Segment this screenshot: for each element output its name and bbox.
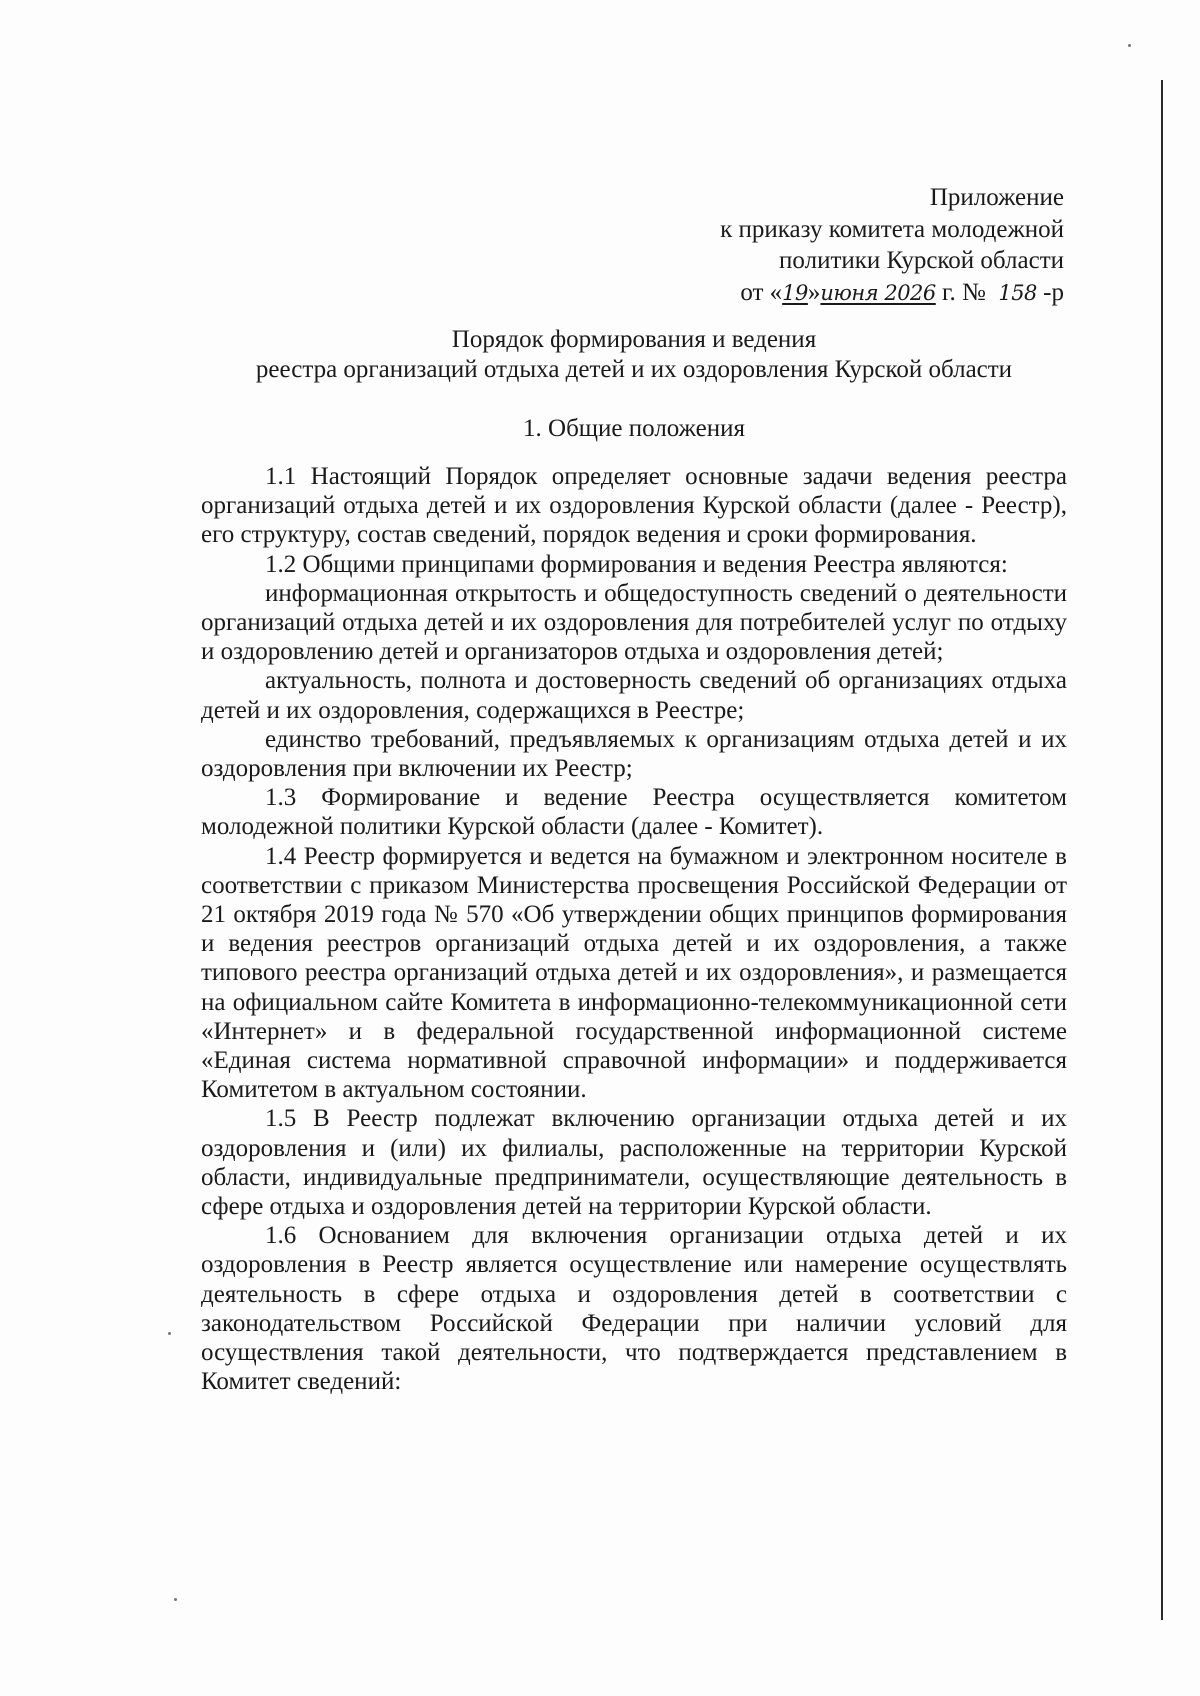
paragraph-1-3: 1.3 Формирование и ведение Реестра осуществляется комитетом молодежной политики Курской области (далее - Комитет).: [201, 784, 1067, 841]
date-mid: »: [807, 278, 821, 306]
document-title-line-1: Порядок формирования и ведения: [451, 326, 817, 353]
paragraph-1-2-item-3: единство требований, предъявляемых к организациям отдыха детей и их оздоровления при включении их Реестр;: [201, 725, 1067, 783]
document-title: [200, 325, 1068, 385]
number-suffix: -р: [1043, 278, 1064, 306]
paragraph-1-1: 1.1 Настоящий Порядок определяет основные задачи ведения реестра организаций отдыха детей и их оздоровления Курской области (далее - Реестр), его структуру, состав сведений, порядок ведения и сроки формирования.: [201, 463, 1067, 549]
paragraph-1-2-item-2: актуальность, полнота и достоверность сведений об организациях отдыха детей и их оздоровления, содержащихся в Реестре;: [201, 667, 1067, 724]
scan-edge-line: [1161, 80, 1163, 1620]
handwritten-month-year: июня 2026: [820, 280, 936, 305]
section-heading: 1. Общие положения: [523, 415, 745, 442]
appendix-committee: политики Курской области: [779, 247, 1064, 274]
paragraph-1-5: 1.5 В Реестр подлежат включению организации отдыха детей и их оздоровления и (или) их филиалы, расположенные на территории Курской области, индивидуальные предприниматели, осуществляющие деятельность в сфере отдыха и оздоровления детей на территории Курской области.: [201, 1105, 1067, 1221]
paragraph-1-4: 1.4 Реестр формируется и ведется на бумажном и электронном носителе в соответствии с приказом Министерства просвещения Российской Федерации от 21 октября 2019 года № 570 «Об утверждении общих принципов формирования и ведения реестров организаций отдыха детей и их оздоровления, а также типового реестра организаций отдыха детей и их оздоровления», и размещается на официальном сайте Комитета в информационно-телекоммуникационной сети «Интернет» и в федеральной государственной информационной системе «Единая система нормативной справочной информации» и поддерживается Комитетом в актуальном состоянии.: [201, 842, 1067, 1104]
appendix-header: [720, 182, 1064, 309]
handwritten-doc-number: 158: [998, 280, 1037, 305]
paragraph-1-2: 1.2 Общими принципами формирования и ведения Реестра являются:: [265, 550, 1008, 578]
handwritten-day: 19: [782, 280, 808, 305]
paragraph-1-2-item-1: информационная открытость и общедоступность сведений о деятельности организаций отдыха детей и их оздоровления для потребителей услуг по отдыху и оздоровлению детей и организаторов отдыха и оздоровления детей;: [201, 579, 1067, 666]
document-body: [201, 462, 1067, 1397]
scan-speck: [1128, 44, 1131, 47]
appendix-title: Приложение: [929, 184, 1064, 211]
appendix-date-line: [720, 277, 1064, 310]
document-title-line-2: реестра организаций отдыха детей и их оздоровления Курской области: [255, 356, 1013, 383]
scan-speck: [174, 1598, 177, 1601]
date-prefix: от «: [740, 278, 783, 306]
paragraph-1-6: 1.6 Основанием для включения организации отдыха детей и их оздоровления в Реестр является осуществление или намерение осуществлять деятельность в сфере отдыха и оздоровления детей в соответствии с законодательством Российской Федерации при наличии условий для осуществления такой деятельности, что подтверждается представлением в Комитет сведений:: [201, 1222, 1067, 1396]
appendix-order-ref: к приказу комитета молодежной: [720, 215, 1064, 243]
date-suffix: г. №: [942, 278, 986, 306]
scan-speck: [168, 1332, 171, 1335]
